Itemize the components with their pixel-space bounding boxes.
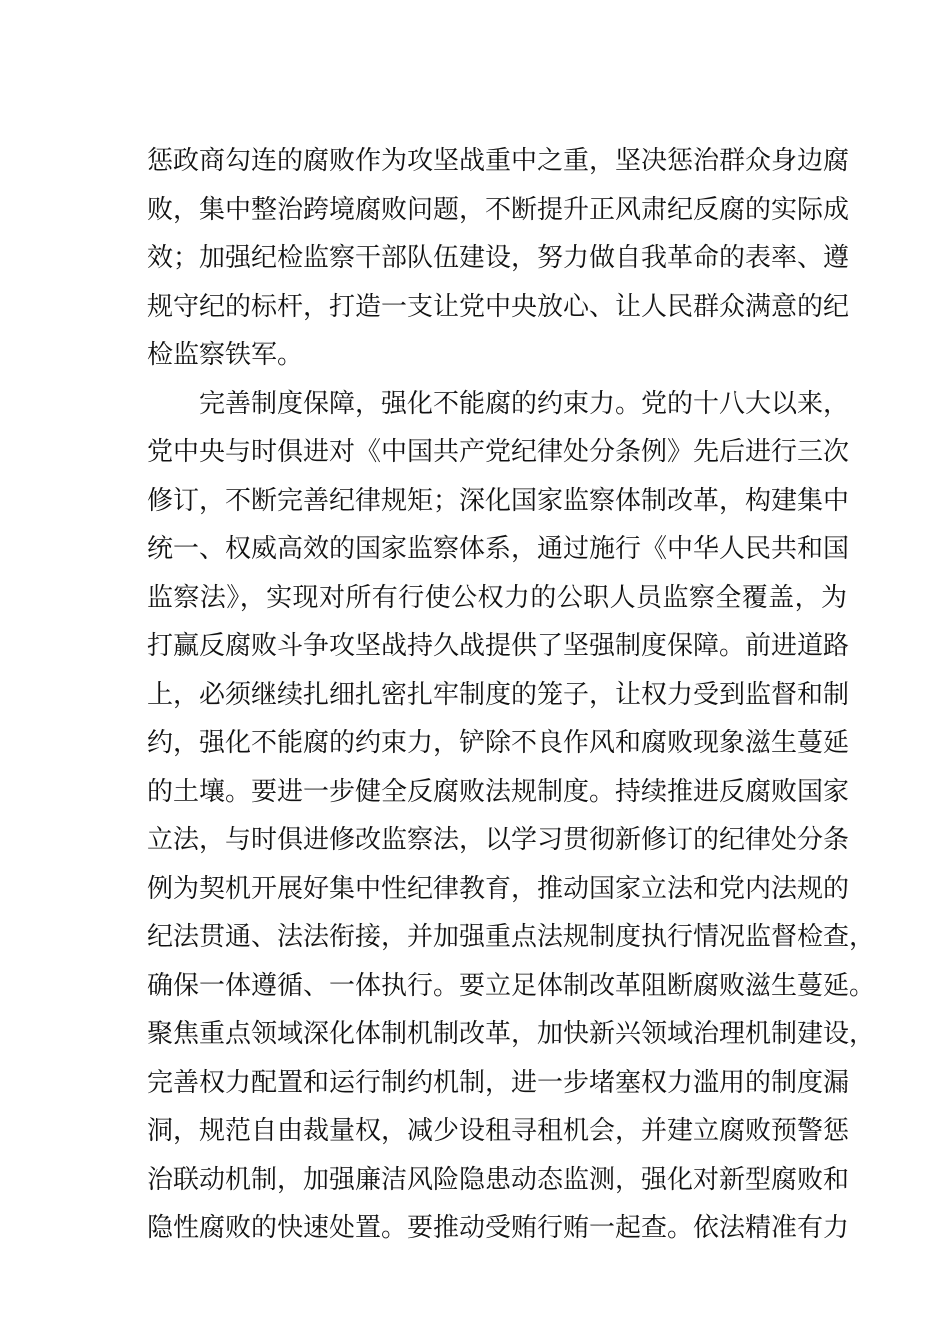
text-line: 治联动机制，加强廉洁风险隐患动态监测，强化对新型腐败和 <box>147 1164 850 1195</box>
text-line: 修订，不断完善纪律规矩；深化国家监察体制改革，构建集中 <box>147 485 850 516</box>
text-line: 统一、权威高效的国家监察体系，通过施行《中华人民共和国 <box>147 534 850 564</box>
text-line: 洞，规范自由裁量权，减少设租寻租机会，并建立腐败预警惩 <box>147 1116 850 1146</box>
text-line: 完善权力配置和运行制约机制，进一步堵塞权力滥用的制度漏 <box>147 1067 850 1098</box>
text-line: 败，集中整治跨境腐败问题，不断提升正风肃纪反腐的实际成 <box>147 194 850 225</box>
text-line: 打赢反腐败斗争攻坚战持久战提供了坚强制度保障。前进道路 <box>147 631 850 661</box>
text-line: 上，必须继续扎细扎密扎牢制度的笼子，让权力受到监督和制 <box>147 679 850 710</box>
text-line: 党中央与时俱进对《中国共产党纪律处分条例》先后进行三次 <box>147 437 850 467</box>
text-line: 隐性腐败的快速处置。要推动受贿行贿一起查。依法精准有力 <box>147 1213 850 1243</box>
text-line: 的土壤。要进一步健全反腐败法规制度。持续推进反腐败国家 <box>147 776 850 807</box>
text-line: 规守纪的标杆，打造一支让党中央放心、让人民群众满意的纪 <box>147 291 850 322</box>
text-line: 聚焦重点领域深化体制机制改革，加快新兴领域治理机制建设， <box>147 1019 876 1049</box>
text-line: 监察法》，实现对所有行使公权力的公职人员监察全覆盖，为 <box>147 582 847 613</box>
text-line: 确保一体遵循、一体执行。要立足体制改革阻断腐败滋生蔓延。 <box>147 970 876 1001</box>
paragraph-heading-line: 完善制度保障，强化不能腐的约束力。党的十八大以来， <box>199 388 850 419</box>
document-body <box>147 137 876 1253</box>
text-line: 纪法贯通、法法衔接，并加强重点法规制度执行情况监督检查， <box>147 922 876 952</box>
text-line: 检监察铁军。 <box>147 340 304 370</box>
text-line: 例为契机开展好集中性纪律教育，推动国家立法和党内法规的 <box>147 873 850 904</box>
text-line: 约，强化不能腐的约束力，铲除不良作风和腐败现象滋生蔓延 <box>147 728 850 758</box>
text-line: 立法，与时俱进修改监察法，以学习贯彻新修订的纪律处分条 <box>147 825 850 855</box>
text-line: 效；加强纪检监察干部队伍建设，努力做自我革命的表率、遵 <box>147 243 850 273</box>
text-line: 惩政商勾连的腐败作为攻坚战重中之重，坚决惩治群众身边腐 <box>147 146 850 176</box>
